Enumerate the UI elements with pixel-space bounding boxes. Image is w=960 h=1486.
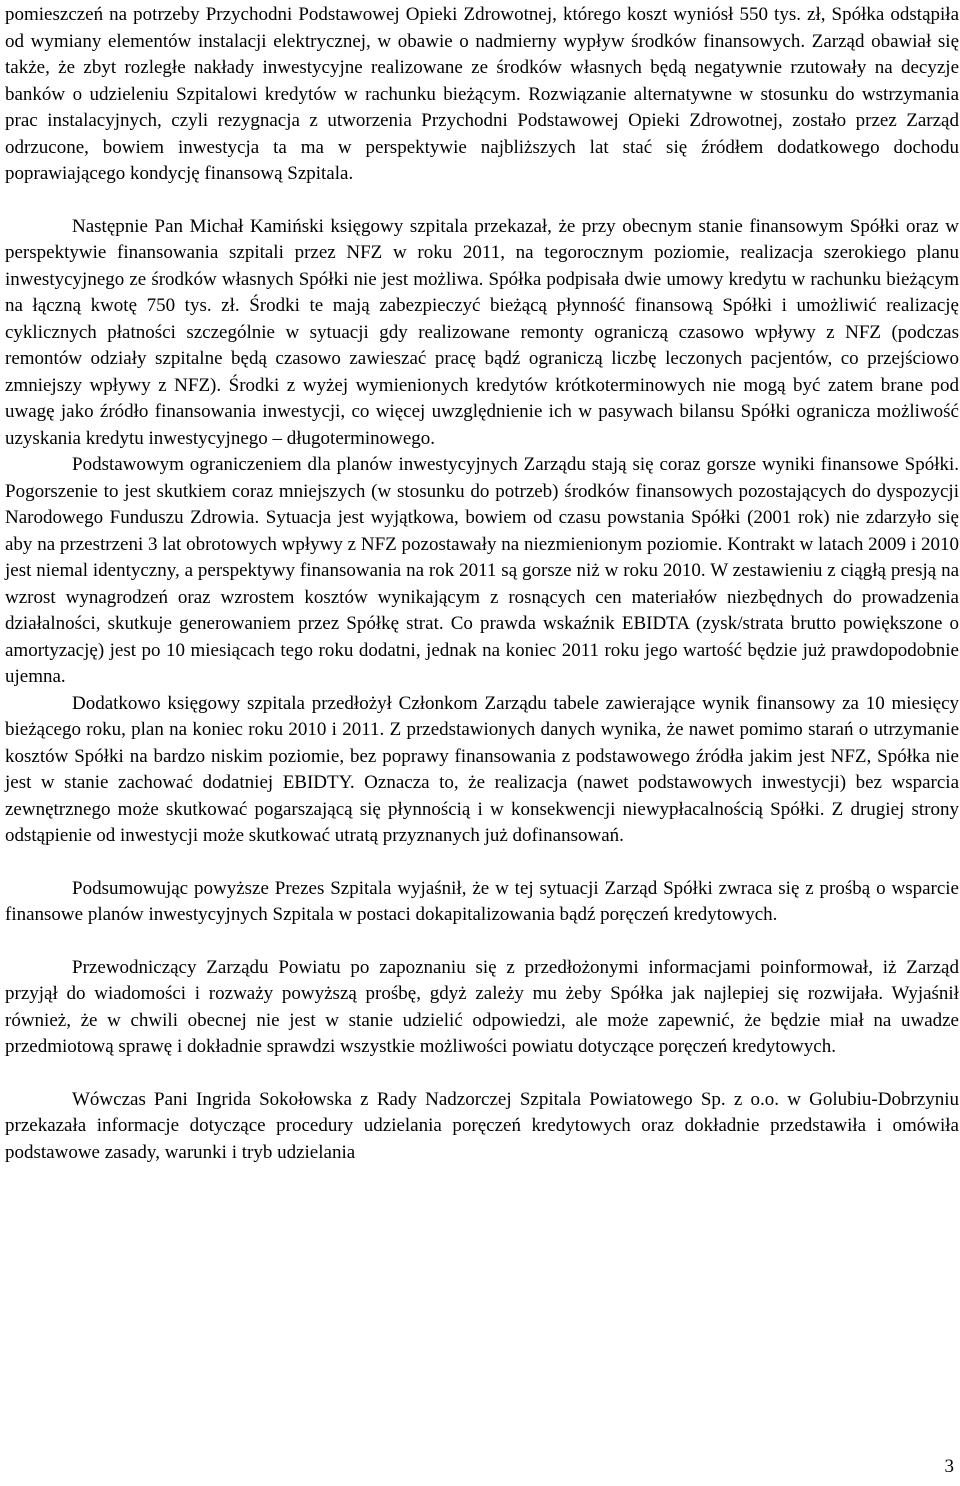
page-number: 3 <box>944 1456 954 1477</box>
paragraph-financial-limits: Podstawowym ograniczeniem dla planów inwestycyjnych Zarządu stają się coraz gorsze wyniki finansowe Spółki. Pogorszenie to jest skutkiem coraz mniejszych (w stosunku do potrzeb) środków finansowych pozostających do dyspozycji Narodowego Funduszu Zdrowia. Sytuacja jest wyjątkowa, bowiem od czasu powstania Spółki (2001 rok) nie zdarzyło się aby na przestrzeni 3 lat obrotowych wpływy z NFZ pozostawały na niezmienionym poziomie. Kontrakt w latach 2009 i 2010 jest niemal identyczny, a perspektywy finansowania na rok 2011 są gorsze niż w roku 2010. W zestawieniu z ciągłą presją na wzrost wynagrodzeń oraz wzrostem kosztów wynikającym z rosnących cen materiałów niezbędnych do prowadzenia działalności, skutkuje generowaniem przez Spółkę strat. Co prawda wskaźnik EBIDTA (zysk/strata brutto powiększone o amortyzację) jest po 10 miesiącach tego roku dodatni, jednak na koniec 2011 roku jego wartość będzie już prawdopodobnie ujemna. <box>5 454 959 687</box>
paragraph-investment-context: pomieszczeń na potrzeby Przychodni Podstawowej Opieki Zdrowotnej, którego koszt wyniósł 550 tys. zł, Spółka odstąpiła od wymiany elementów instalacji elektrycznej, w obawie o nadmierny wypływ środków finansowych. Zarząd obawiał się także, że zbyt rozległe nakłady inwestycyjne realizowane ze środków własnych będą negatywnie rzutowały na decyzje banków o udzieleniu Szpitalowi kredytów w rachunku bieżącym. Rozwiązanie alternatywne w stosunku do wstrzymania prac instalacyjnych, czyli rezygnacja z utworzenia Przychodni Podstawowej Opieki Zdrowotnej, zostało przez Zarząd odrzucone, bowiem inwestycja ta ma w perspektywie najbliższych lat stać się źródłem dodatkowego dochodu poprawiającego kondycję finansową Szpitala. <box>5 4 959 184</box>
paragraph-accountant-report: Następnie Pan Michał Kamiński księgowy szpitala przekazał, że przy obecnym stanie finansowym Spółki oraz w perspektywie finansowania szpitali przez NFZ w roku 2011, na tegorocznym poziomie, realizacja szerokiego planu inwestycyjnego ze środków własnych Spółki nie jest możliwa. Spółka podpisała dwie umowy kredytu w rachunku bieżącym na łączną kwotę 750 tys. zł. Środki te mają zabezpieczyć bieżącą płynność finansową Spółki i umożliwić realizację cyklicznych płatności szczególnie w sytuacji gdy realizowane remonty ograniczą czasowo wpływy z NFZ (podczas remontów odziały szpitalne będą czasowo zawieszać pracę bądź ograniczą liczbę leczonych pacjentów, co przejściowo zmniejszy wpływy z NFZ). Środki z wyżej wymienionych kredytów krótkoterminowych nie mogą być zatem brane pod uwagę jako źródło finansowania inwestycji, co więcej uwzględnienie ich w pasywach bilansu Spółki ogranicza możliwość uzyskania kredytu inwestycyjnego – długoterminowego. <box>5 215 959 449</box>
paragraph-president-summary: Podsumowując powyższe Prezes Szpitala wyjaśnił, że w tej sytuacji Zarząd Spółki zwraca się z prośbą o wsparcie finansowe planów inwestycyjnych Szpitala w postaci dokapitalizowania bądź poręczeń kredytowych. <box>5 877 959 925</box>
paragraph-supervisory-board: Wówczas Pani Ingrida Sokołowska z Rady Nadzorczej Szpitala Powiatowego Sp. z o.o. w Golubiu-Dobrzyniu przekazała informacje dotyczące procedury udzielania poręczeń kredytowych oraz dokładnie przedstawiła i omówiła podstawowe zasady, warunki i tryb udzielania <box>5 1088 959 1163</box>
paragraph-chairman-response: Przewodniczący Zarządu Powiatu po zapoznaniu się z przedłożonymi informacjami poinformował, iż Zarząd przyjął do wiadomości i rozważy powyższą prośbę, gdyż zależy mu żeby Spółka jak najlepiej się rozwijała. Wyjaśnił również, że w chwili obecnej nie jest w stanie udzielić odpowiedzi, ale może zapewnić, że będzie miał na uwadze przedmiotową sprawę i dokładnie sprawdzi wszystkie możliwości powiatu dotyczące poręczeń kredytowych. <box>5 956 959 1057</box>
document-page <box>5 2 959 1166</box>
paragraph-ebidta-tables: Dodatkowo księgowy szpitala przedłożył Członkom Zarządu tabele zawierające wynik finansowy za 10 miesięcy bieżącego roku, plan na koniec roku 2010 i 2011. Z przedstawionych danych wynika, że nawet pomimo starań o utrzymanie kosztów Spółki na bardzo niskim poziomie, bez poprawy finansowania z podstawowego źródła jakim jest NFZ, Spółka nie jest w stanie zachować dodatniej EBIDTY. Oznacza to, że realizacja (nawet podstawowych inwestycji) bez wsparcia zewnętrznego może skutkować pogarszającą się płynnością i w konsekwencji niewypłacalnością Spółki. Z drugiej strony odstąpienie od inwestycji może skutkować utratą przyznanych już dofinansowań. <box>5 692 959 846</box>
